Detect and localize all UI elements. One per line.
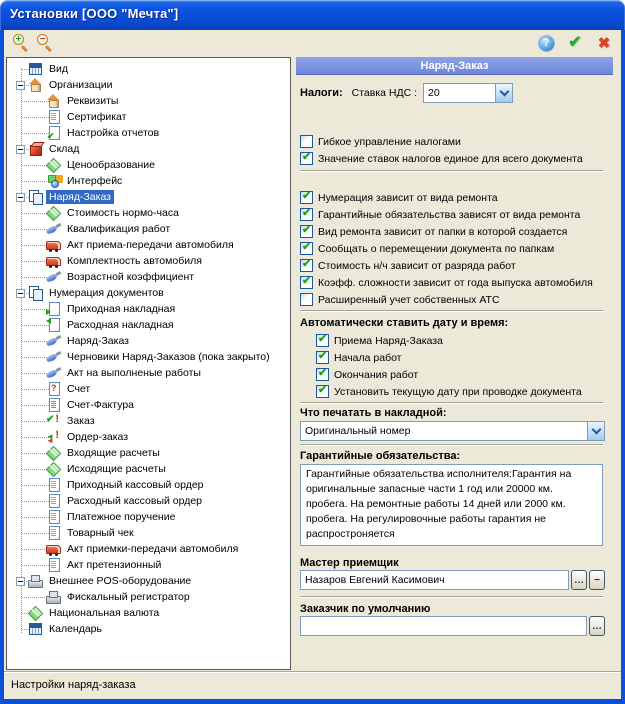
checkbox[interactable] bbox=[300, 225, 313, 238]
taxes-label: Налоги: bbox=[300, 87, 343, 99]
tree-item-icon bbox=[28, 190, 43, 204]
tree-item-icon bbox=[46, 254, 61, 268]
checkbox-row[interactable] bbox=[316, 366, 609, 383]
tree-collapse-icon[interactable] bbox=[16, 81, 25, 90]
panel-header: Наряд-Заказ bbox=[296, 57, 613, 75]
tree-item[interactable] bbox=[7, 285, 290, 301]
tree-item[interactable] bbox=[7, 205, 290, 221]
tree-item-label: Акт на выполненые работы bbox=[67, 367, 201, 379]
tree-item-icon bbox=[46, 542, 61, 556]
vat-dropdown-arrow-icon[interactable] bbox=[495, 84, 512, 102]
tree-item-label: Возрастной коэффициент bbox=[67, 271, 195, 283]
tree-item-icon bbox=[46, 430, 61, 444]
checkbox-label: Расширенный учет собственных АТС bbox=[318, 293, 500, 306]
checkbox-row[interactable] bbox=[316, 383, 609, 400]
tree-item[interactable] bbox=[7, 349, 290, 365]
checkbox[interactable] bbox=[300, 208, 313, 221]
tree-item-label: Склад bbox=[49, 143, 80, 155]
zoom-out-button[interactable] bbox=[33, 32, 57, 54]
tree-item-icon bbox=[46, 126, 61, 140]
tree-item-icon bbox=[28, 142, 43, 156]
separator bbox=[300, 170, 603, 172]
tree-item-icon bbox=[46, 526, 61, 540]
invoice-dropdown-arrow-icon[interactable] bbox=[587, 422, 604, 440]
tree-item-icon bbox=[46, 238, 61, 252]
help-icon: ? bbox=[538, 35, 555, 52]
tree-collapse-icon[interactable] bbox=[16, 577, 25, 586]
checkbox-row[interactable] bbox=[300, 274, 609, 291]
separator bbox=[300, 310, 603, 312]
tree-item[interactable] bbox=[7, 141, 290, 157]
tree-item[interactable] bbox=[7, 253, 290, 269]
checkbox-row[interactable] bbox=[300, 150, 609, 167]
minus-icon: − bbox=[594, 574, 600, 586]
apply-button[interactable] bbox=[563, 32, 587, 54]
checkbox-label: Значение ставок налогов единое для всего документа bbox=[318, 152, 583, 165]
checkbox[interactable] bbox=[300, 276, 313, 289]
invoice-number-value: Оригинальный номер bbox=[305, 425, 411, 437]
checkbox-label: Начала работ bbox=[334, 351, 402, 364]
checkbox[interactable] bbox=[300, 259, 313, 272]
tree-item[interactable] bbox=[7, 109, 290, 125]
tree-item-label: Приходный кассовый ордер bbox=[67, 479, 204, 491]
checkbox[interactable] bbox=[300, 191, 313, 204]
close-button[interactable] bbox=[592, 32, 616, 54]
checkbox[interactable] bbox=[316, 385, 329, 398]
tree-item-label: Вид bbox=[49, 63, 68, 75]
zoom-in-magnifier-icon bbox=[12, 34, 30, 52]
window-title: Установки [ООО "Мечта"] bbox=[10, 6, 179, 21]
tree-item-icon bbox=[46, 206, 61, 220]
tree-item-icon bbox=[46, 494, 61, 508]
tree-item-icon bbox=[28, 606, 43, 620]
zoom-out-handle bbox=[45, 45, 52, 52]
tree-collapse-icon[interactable] bbox=[16, 193, 25, 202]
tree-item[interactable] bbox=[7, 557, 290, 573]
tree-item-icon bbox=[46, 270, 61, 284]
tree-item-label: Входящие расчеты bbox=[67, 447, 160, 459]
vat-rate-combobox[interactable] bbox=[423, 83, 513, 103]
settings-tree[interactable] bbox=[6, 57, 291, 670]
checkbox-row[interactable] bbox=[316, 349, 609, 366]
zoom-out-lens: − bbox=[37, 34, 48, 45]
tree-item[interactable] bbox=[7, 173, 290, 189]
separator bbox=[300, 444, 603, 446]
checkbox-label: Приема Наряд-Заказа bbox=[334, 334, 443, 347]
tree-item-label: Акт претензионный bbox=[67, 559, 162, 571]
tree-item-label: Заказ bbox=[67, 415, 95, 427]
checkbox-label: Стоимость н/ч зависит от разряда работ bbox=[318, 259, 516, 272]
tree-item-label: Счет-Фактура bbox=[67, 399, 135, 411]
tree-item[interactable] bbox=[7, 541, 290, 557]
checkbox-row[interactable] bbox=[300, 206, 609, 223]
vat-row bbox=[300, 83, 609, 103]
tree-item-label: Нумерация документов bbox=[49, 287, 164, 299]
tree-item[interactable] bbox=[7, 413, 290, 429]
customer-input[interactable] bbox=[300, 616, 587, 636]
tax-checkbox-group bbox=[300, 133, 609, 167]
tree-item-icon bbox=[46, 478, 61, 492]
tree-item[interactable] bbox=[7, 573, 290, 589]
tree-item-icon bbox=[46, 158, 61, 172]
toolbar-right-group bbox=[534, 32, 616, 54]
master-browse-button[interactable] bbox=[571, 570, 587, 590]
tree-item-label: Ценообразование bbox=[67, 159, 155, 171]
ellipsis-icon: … bbox=[592, 620, 602, 632]
tree-item[interactable] bbox=[7, 445, 290, 461]
checkbox-row[interactable] bbox=[300, 133, 609, 150]
datetime-checkbox-group bbox=[316, 332, 609, 400]
toolbar bbox=[4, 30, 621, 56]
tree-item-icon bbox=[28, 574, 43, 588]
tree-item-label: Стоимость нормо-часа bbox=[67, 207, 179, 219]
checkbox[interactable] bbox=[316, 334, 329, 347]
checkbox[interactable] bbox=[300, 135, 313, 148]
tree-item[interactable] bbox=[7, 477, 290, 493]
tree-item[interactable] bbox=[7, 125, 290, 141]
status-bar bbox=[4, 671, 621, 699]
tree-item-icon bbox=[46, 398, 61, 412]
customer-section-title: Заказчик по умолчанию bbox=[300, 603, 431, 615]
tree-item[interactable] bbox=[7, 493, 290, 509]
tree-item-label: Комплектность автомобиля bbox=[67, 255, 202, 267]
tree-item[interactable] bbox=[7, 365, 290, 381]
master-clear-button[interactable] bbox=[589, 570, 605, 590]
tree-item-label: Товарный чек bbox=[67, 527, 134, 539]
tree-item[interactable] bbox=[7, 429, 290, 445]
master-input[interactable] bbox=[300, 570, 569, 590]
tree-item-label: Внешнее POS-оборудование bbox=[49, 575, 192, 587]
tree-item-label: Исходящие расчеты bbox=[67, 463, 166, 475]
customer-field-row bbox=[300, 616, 605, 636]
tree-item-label: Квалификация работ bbox=[67, 223, 171, 235]
tree-item-icon bbox=[46, 382, 61, 396]
tree-item[interactable] bbox=[7, 61, 290, 77]
tree-item-icon bbox=[46, 366, 61, 380]
tree-item[interactable] bbox=[7, 525, 290, 541]
tree-item-label: Интерфейс bbox=[67, 175, 123, 187]
order-settings-panel bbox=[296, 57, 613, 670]
datetime-section-title: Автоматически ставить дату и время: bbox=[300, 317, 509, 329]
tree-item-label: Наряд-Заказ bbox=[67, 335, 129, 347]
tree-item-icon bbox=[46, 302, 61, 316]
vat-rate-label: Ставка НДС : bbox=[351, 87, 418, 99]
customer-browse-button[interactable] bbox=[589, 616, 605, 636]
checkbox-label: Коэфф. сложности зависит от года выпуска автомобиля bbox=[318, 276, 593, 289]
window-content bbox=[0, 30, 625, 704]
zoom-in-handle bbox=[21, 45, 28, 52]
checkbox-label: Установить текущую дату при проводке документа bbox=[334, 385, 582, 398]
tree-item[interactable] bbox=[7, 77, 290, 93]
tree-item[interactable] bbox=[7, 237, 290, 253]
checkbox-label: Нумерация зависит от вида ремонта bbox=[318, 191, 498, 204]
title-bar[interactable] bbox=[0, 0, 625, 30]
tree-item-label: Сертификат bbox=[67, 111, 127, 123]
tree-item-icon bbox=[28, 62, 43, 76]
tree-item[interactable] bbox=[7, 605, 290, 621]
tree-item[interactable] bbox=[7, 157, 290, 173]
separator bbox=[300, 402, 603, 404]
warranty-textarea[interactable]: Гарантийные обязательства исполнителя:Гарантия на оригинальные запасные части 1 год или 20000 км. пробега. На ремонтные работы 14 дней или 2000 км. пробега. На регулировочные работы гарантия не распростроняется bbox=[300, 464, 603, 546]
vat-rate-value: 20 bbox=[428, 87, 440, 99]
checkbox-row[interactable] bbox=[300, 189, 609, 206]
tree-item-icon bbox=[46, 446, 61, 460]
tree-item[interactable] bbox=[7, 621, 290, 637]
checkbox-label: Гарантийные обязательства зависят от вида ремонта bbox=[318, 208, 581, 221]
tree-item-icon bbox=[46, 510, 61, 524]
tree-item-label: Реквизиты bbox=[67, 95, 119, 107]
tree-item-label: Фискальный регистратор bbox=[67, 591, 190, 603]
checkbox[interactable] bbox=[316, 351, 329, 364]
tree-item[interactable] bbox=[7, 333, 290, 349]
tree-item[interactable] bbox=[7, 397, 290, 413]
tree-item-icon bbox=[28, 622, 43, 636]
status-text: Настройки наряд-заказа bbox=[11, 679, 136, 691]
tree-item[interactable] bbox=[7, 189, 290, 205]
tree-item-label: Настройка отчетов bbox=[67, 127, 160, 139]
checkbox-row[interactable] bbox=[300, 240, 609, 257]
checkbox-label: Сообщать о перемещении документа по папкам bbox=[318, 242, 555, 255]
tree-item-icon bbox=[28, 78, 43, 92]
tree-item-label: Платежное поручение bbox=[67, 511, 176, 523]
tree-item-icon bbox=[46, 334, 61, 348]
tree-collapse-icon[interactable] bbox=[16, 145, 25, 154]
tree-item[interactable] bbox=[7, 381, 290, 397]
tree-item[interactable] bbox=[7, 301, 290, 317]
tree-item-label: Ордер-заказ bbox=[67, 431, 129, 443]
tree-item-icon bbox=[46, 350, 61, 364]
zoom-in-lens: + bbox=[13, 34, 24, 45]
panel-body bbox=[296, 75, 613, 636]
zoom-in-button[interactable] bbox=[9, 32, 33, 54]
zoom-out-magnifier-icon bbox=[36, 34, 54, 52]
tree-item-label: Национальная валюта bbox=[49, 607, 160, 619]
tree-item-label: Календарь bbox=[49, 623, 102, 635]
tree-item-label: Приходная накладная bbox=[67, 303, 176, 315]
print-section-title: Что печатать в накладной: bbox=[300, 407, 447, 419]
tree-item-icon bbox=[46, 590, 61, 604]
tree-item-icon bbox=[46, 462, 61, 476]
checkbox-label: Вид ремонта зависит от папки в которой создается bbox=[318, 225, 568, 238]
tree-item[interactable] bbox=[7, 589, 290, 605]
apply-check-icon: ✔ bbox=[568, 34, 582, 51]
tree-item-icon bbox=[46, 414, 61, 428]
tree-item-label: Акт приема-передачи автомобиля bbox=[67, 239, 234, 251]
tree-item-icon bbox=[46, 94, 61, 108]
tree-item[interactable] bbox=[7, 461, 290, 477]
tree-item-label: Счет bbox=[67, 383, 91, 395]
help-button[interactable] bbox=[534, 32, 558, 54]
tree-item-label: Расходная накладная bbox=[67, 319, 174, 331]
tree-item-icon bbox=[46, 558, 61, 572]
master-section-title: Мастер приемщик bbox=[300, 557, 399, 569]
close-x-icon: ✖ bbox=[597, 34, 611, 52]
tree-item-icon bbox=[46, 110, 61, 124]
tree-item-label: Акт приемки-передачи автомобиля bbox=[67, 543, 239, 555]
warranty-section-title: Гарантийные обязательства: bbox=[300, 450, 461, 462]
checkbox[interactable] bbox=[300, 293, 313, 306]
tree-item-label: Организации bbox=[49, 79, 113, 91]
tree-item[interactable] bbox=[7, 93, 290, 109]
tree-item-icon bbox=[28, 286, 43, 300]
tree-collapse-icon[interactable] bbox=[16, 289, 25, 298]
checkbox-label: Окончания работ bbox=[334, 368, 419, 381]
tree-item-icon bbox=[46, 174, 61, 188]
checkbox-row[interactable] bbox=[316, 332, 609, 349]
tree-item-icon bbox=[46, 318, 61, 332]
checkbox-row[interactable] bbox=[300, 291, 609, 308]
tree-item-label: Черновики Наряд-Заказов (пока закрыто) bbox=[67, 351, 270, 363]
tree-item-label: Расходный кассовый ордер bbox=[67, 495, 203, 507]
tree-item[interactable] bbox=[7, 317, 290, 333]
ellipsis-icon: … bbox=[574, 574, 584, 586]
checkbox[interactable] bbox=[316, 368, 329, 381]
tree-item[interactable] bbox=[7, 221, 290, 237]
checkbox[interactable] bbox=[300, 242, 313, 255]
checkbox[interactable] bbox=[300, 152, 313, 165]
checkbox-row[interactable] bbox=[300, 223, 609, 240]
separator bbox=[300, 596, 603, 598]
invoice-number-combobox[interactable] bbox=[300, 421, 605, 441]
master-field-row bbox=[300, 570, 605, 590]
checkbox-label: Гибкое управление налогами bbox=[318, 135, 461, 148]
master-input-value: Назаров Евгений Касимович bbox=[305, 574, 445, 586]
option-checkbox-group bbox=[300, 189, 609, 308]
tree-item[interactable] bbox=[7, 509, 290, 525]
tree-item-icon bbox=[46, 222, 61, 236]
tree-item-label: Наряд-Заказ bbox=[46, 190, 114, 204]
checkbox-row[interactable] bbox=[300, 257, 609, 274]
tree-item[interactable] bbox=[7, 269, 290, 285]
